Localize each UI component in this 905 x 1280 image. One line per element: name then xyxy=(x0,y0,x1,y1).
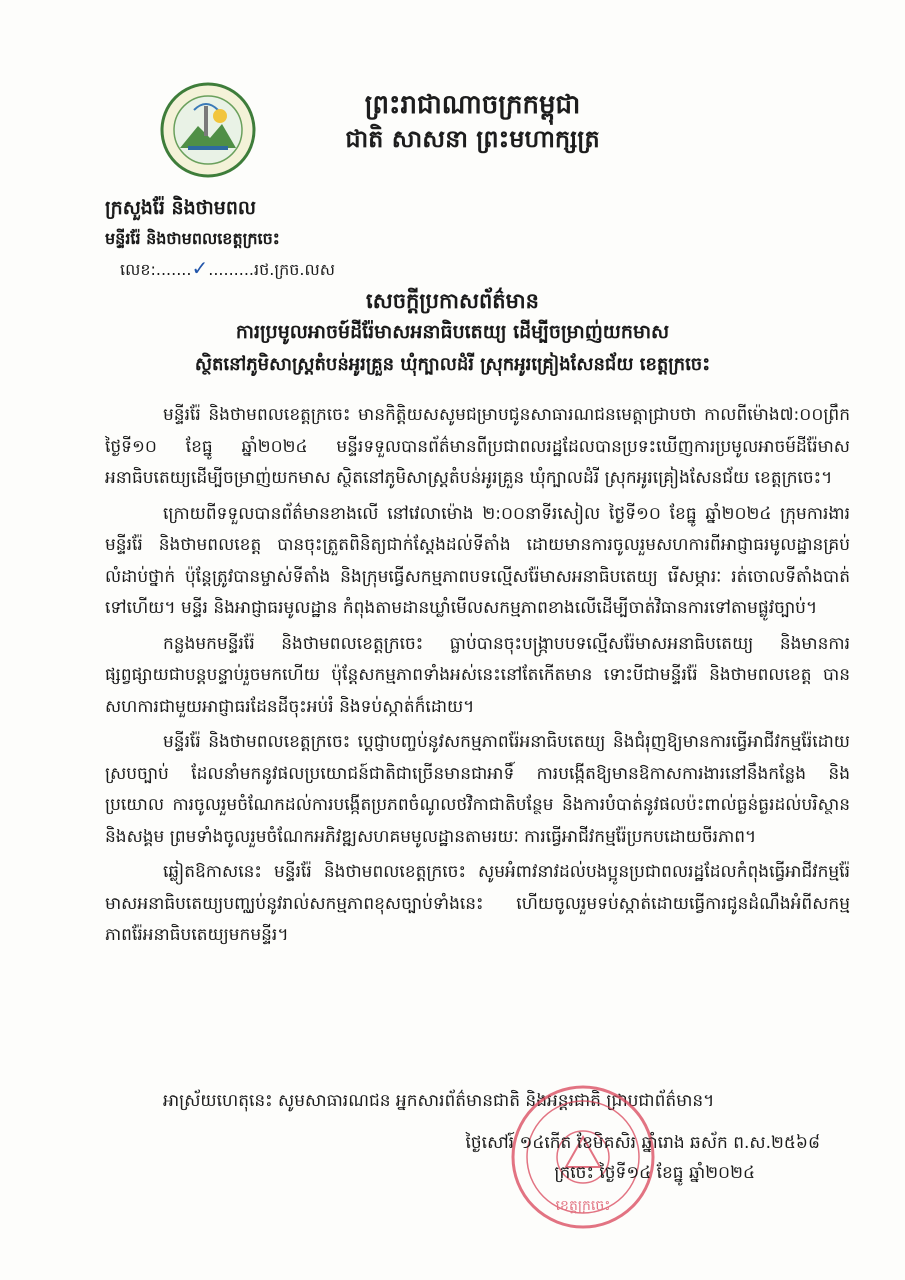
solar-date: ក្រចេះ ថ្ងៃទី១៤ ខែធ្នូ ឆ្នាំ២០២៤ xyxy=(554,1163,755,1183)
official-stamp xyxy=(508,1082,658,1232)
closing-statement: អាស្រ័យហេតុនេះ សូមសាធារណជន អ្នកសារព័ត៌មានជាតិ និងអន្តរជាតិ ជ្រាបជាព័ត៌មាន។ xyxy=(163,1091,715,1111)
department-name: មន្ទីររ៉ែ និងថាមពលខេត្តក្រចេះ xyxy=(105,229,280,248)
document-title: សេចក្តីប្រកាសព័ត៌មាន xyxy=(366,289,539,313)
reference-number xyxy=(120,256,335,283)
paragraph-5: ឆ្លៀតឱកាសនេះ មន្ទីររ៉ែ និងថាមពលខេត្តក្រចេះ សូមអំពាវនាវដល់បងប្អូនប្រជាពលរដ្ឋដែលកំពុងធ្វើអាជីវកម្មរ៉ែមាសអនាធិបតេយ្យបញ្ឈប់នូវរាល់សកម្មភាពខុសច្បាប់ទាំងនេះ ហើយចូលរួមទប់ស្កាត់ដោយធ្វើការជូនដំណឹងអំពីសកម្មភាពរ៉ែអនាធិបតេយ្យមកមន្ទីរ។ xyxy=(105,862,850,945)
kingdom-title: ព្រះរាជាណាចក្រកម្ពុជា xyxy=(364,90,581,120)
document-location: ស្ថិតនៅភូមិសាស្ត្រតំបន់អូរគ្រួន ឃុំក្បាលដំរី ស្រុកអូរគ្រៀងសែនជ័យ ខេត្តក្រចេះ xyxy=(194,354,711,375)
paragraph-4: មន្ទីររ៉ែ និងថាមពលខេត្តក្រចេះ ប្តេជ្ញាបញ្ចប់នូវសកម្មភាពរ៉ែអនាធិបតេយ្យ និងជំរុញឱ្យមានការធ្វើអាជីវកម្មរ៉ែដោយស្របច្បាប់ ដែលនាំមកនូវផលប្រយោជន៍ជាតិជាច្រើនមានជាអាទិ៍ ការបង្កើតឱ្យមានឱកាសការងារនៅនឹងកន្លែង និងប្រយោល ការចូលរួមចំណែកដល់ការបង្កើតប្រភពចំណូលថវិកាជាតិបន្ថែម និងការបំបាត់នូវផលប៉ះពាល់ធ្ងន់ធ្ងរដល់បរិស្ថាន និងសង្គម ព្រមទាំងចូលរួមចំណែកអភិវឌ្ឍសហគមមូលដ្ឋានតាមរយៈ ការធ្វើអាជីវកម្មរ៉ែប្រកបដោយចីរភាព។ xyxy=(105,732,850,847)
body-text xyxy=(105,400,850,956)
paragraph-3: កន្លងមកមន្ទីររ៉ែ និងថាមពលខេត្តក្រចេះ ធ្លាប់បានចុះបង្ក្រាបបទល្មើសរ៉ែមាសអនាធិបតេយ្យ និងមានការផ្សព្វផ្សាយជាបន្តបន្ទាប់រួចមកហើយ ប៉ុន្តែសកម្មភាពទាំងអស់នេះនៅតែកើតមាន ទោះបីជាមន្ទីររ៉ែ និងថាមពលខេត្ត បានសហការជាមួយអាជ្ញាធរដែនដីចុះអប់រំ និងទប់ស្កាត់ក៏ដោយ។ xyxy=(105,633,850,717)
lunar-date: ថ្ងៃសៅរ៍ ១៤កើត ខែមិគសិរ ឆ្នាំរោង ឆស័ក ព.ស.២៥៦៨ xyxy=(465,1133,820,1153)
ministry-name: ក្រសួងរ៉ែ និងថាមពល xyxy=(105,197,256,219)
paragraph-2: ក្រោយពីទទួលបានព័ត៌មានខាងលើ នៅវេលាម៉ោង ២:០០នាទីរសៀល ថ្ងៃទី១០ ខែធ្នូ ឆ្នាំ២០២៤ ក្រុមការងារមន្ទីររ៉ែ និងថាមពលខេត្ត បានចុះត្រួតពិនិត្យជាក់ស្តែងដល់ទីតាំង ដោយមានការចូលរួមសហការពីអាជ្ញាធរមូលដ្ឋានគ្រប់លំដាប់ថ្នាក់ ប៉ុន្តែត្រូវបានម្ចាស់ទីតាំង និងក្រុមធ្វើសកម្មភាពបទល្មើសរ៉ែមាសអនាធិបតេយ្យ រើសម្ភារៈ រត់ចោលទីតាំងបាត់ទៅហើយ។ មន្ទីរ និងអាជ្ញាធរមូលដ្ឋាន កំពុងតាមដានឃ្លាំមើលសកម្មភាពខាងលើដើម្បីចាត់វិធានការទៅតាមផ្លូវច្បាប់។ xyxy=(105,503,850,618)
ref-suffix: .........រថ.ក្រច.លស xyxy=(208,260,335,279)
document-subtitle: ការប្រមូលអាចម៍ដីរ៉ែមាសអនាធិបតេយ្យ ដើម្បីចម្រាញ់យកមាស xyxy=(235,321,670,343)
paragraph-1: មន្ទីររ៉ែ និងថាមពលខេត្តក្រចេះ មានកិត្តិយសសូមជម្រាបជូនសាធារណជនមេត្តាជ្រាបថា កាលពីម៉ោង៧:០០ព្រឹកថ្ងៃទី១០ ខែធ្នូ ឆ្នាំ២០២៤ មន្ទីរទទួលបានព័ត៌មានពីប្រជាពលរដ្ឋដែលបានប្រទះឃើញការប្រមូលអាចម៍ដីរ៉ែមាសអនាធិបតេយ្យដើម្បីចម្រាញ់យកមាស ស្ថិតនៅភូមិសាស្ត្រតំបន់អូរគ្រួន ឃុំក្បាលដំរី ស្រុកអូរគ្រៀងសែនជ័យ ខេត្តក្រចេះ។ xyxy=(105,405,850,488)
stamp-text: ខេត្តក្រចេះ xyxy=(555,1198,611,1214)
national-motto: ជាតិ សាសនា ព្រះមហាក្សត្រ xyxy=(345,124,600,153)
ref-prefix: លេខ:....... xyxy=(120,260,192,279)
checkmark-icon: ✓ xyxy=(191,256,209,280)
